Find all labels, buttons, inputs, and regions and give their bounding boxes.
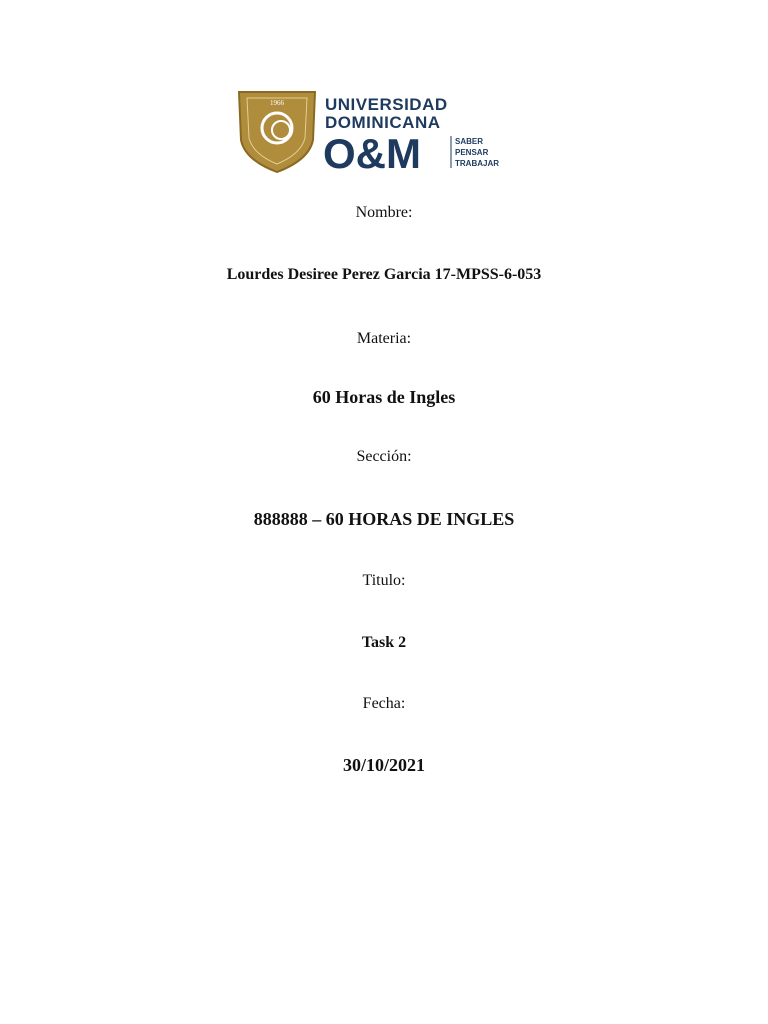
logo-motto-1: SABER: [455, 137, 484, 146]
seccion-label: Sección:: [356, 448, 412, 465]
titulo-label: Titulo:: [362, 572, 406, 589]
logo-line1: UNIVERSIDAD: [325, 95, 448, 114]
logo-wordmark: O&M: [323, 130, 421, 174]
fecha-value: 30/10/2021: [342, 755, 425, 775]
shield-emblem-icon: [239, 92, 315, 172]
materia-value: 60 Horas de Ingles: [312, 387, 456, 407]
logo-year: 1966: [270, 99, 284, 107]
logo-line2: DOMINICANA: [325, 113, 441, 132]
logo-motto-3: TRABAJAR: [455, 159, 499, 168]
fecha-label: Fecha:: [362, 695, 406, 712]
nombre-label: Nombre:: [355, 204, 413, 221]
materia-label: Materia:: [356, 330, 412, 347]
university-logo: [237, 88, 507, 174]
titulo-value: Task 2: [361, 634, 407, 651]
seccion-value: 888888 – 60 HORAS DE INGLES: [253, 509, 515, 529]
nombre-value: Lourdes Desiree Perez Garcia 17-MPSS-6-053: [226, 266, 542, 283]
logo-motto-2: PENSAR: [455, 148, 489, 157]
